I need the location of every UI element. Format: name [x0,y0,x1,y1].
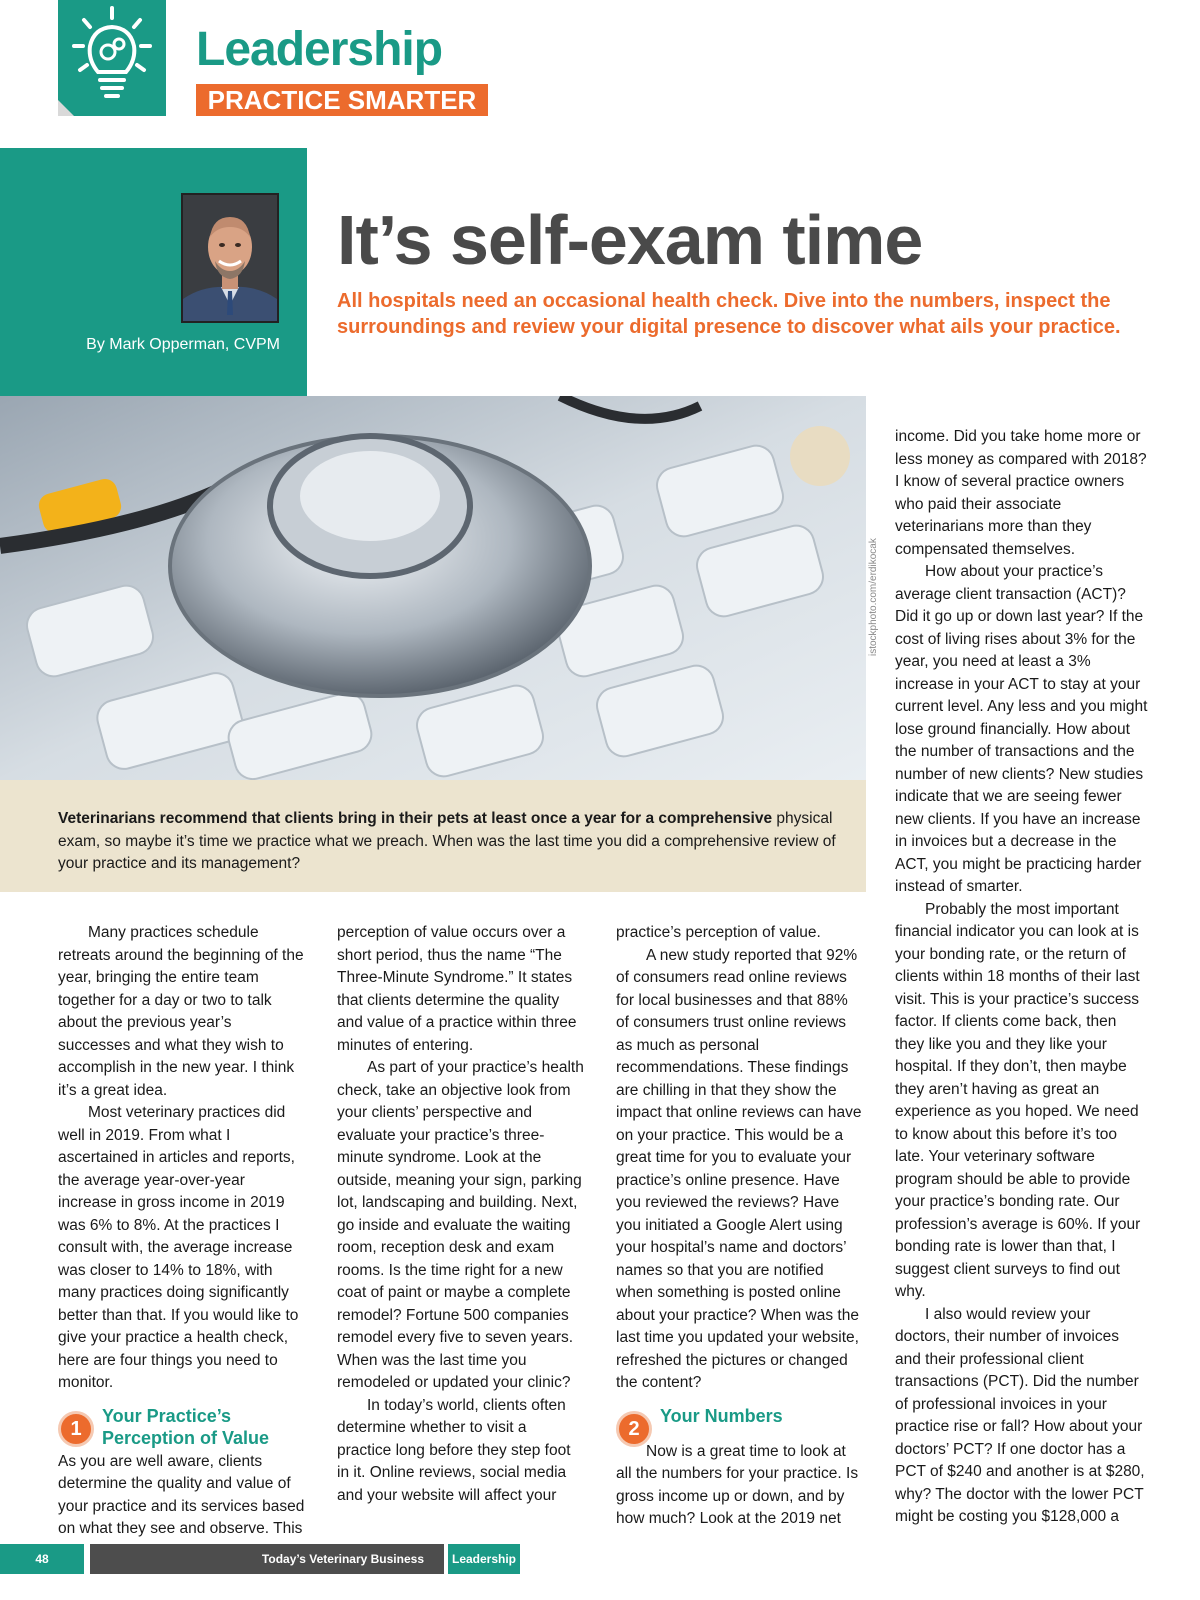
paragraph: In today’s world, clients often determine whether to visit a practice long before they step foot in it. Online reviews, social media and your website will affect your [337,1396,571,1504]
paragraph: I also would review your doctors, their number of invoices and their professional client transactions (PCT). Did the number of professional invoices in your practice rise or fall? How about your doctors’ PCT? If one doctor has a PCT of $240 and another is at $280, why? The doctor with the lower PCT might be costing you $128,000 a [895,1305,1145,1525]
author-photo [181,193,279,323]
step-number-badge: 1 [58,1411,94,1447]
paragraph: As part of your practice’s health check, take an objective look from your clients’ perspective and evaluate your practice’s three-minute syndrome. Look at the outside, meaning your sign, parking lot, landscaping and building. Next, go inside and evaluate the waiting room, reception desk and exam rooms. Is the time right for a new coat of paint or maybe a complete remodel? Fortune 500 companies remodel every five to seven years. When was the last time you remodeled or updated your clinic? [337,1059,584,1391]
paragraph: How about your practice’s average client transaction (ACT)? Did it go up or down last year? If the cost of living rises about 3% for the year, you need at least a 3% increase in your ACT to stay at your current level. Any less and you might lose ground financially. How about the number of transactions and the number of new clients? New studies indicate that we are seeing fewer new clients. If you have an increase in invoices but a decrease in the ACT, you might be practicing harder instead of smarter. [895,563,1148,895]
article-headline: It’s self-exam time [337,201,923,279]
intro-callout-text [58,808,838,876]
paragraph: As you are well aware, clients determine the quality and value of your practice and its services based on what they see and observe. This [58,1452,305,1537]
photo-credit: istockphoto.com/erdikocak [868,538,879,656]
body-column-1 [58,922,306,1541]
body-column-4 [895,426,1149,1529]
body-column-2 [337,922,585,1507]
paragraph: Probably the most important financial indicator you can look at is your bonding rate, or the return of clients within 18 months of their last visit. This is your practice’s success factor. If clients come back, then they like you and they like your hospital. If they don’t, then maybe they aren’t having as great an experience as you hoped. We need to know about this before it’s too late. Your veterinary software program should be able to provide your practice’s bonding rate. Our profession’s average is 60%. If your bonding rate is lower than that, I suggest client surveys to find out why. [895,900,1141,1300]
body-column-3 [616,922,864,1531]
paragraph: Most veterinary practices did well in 2019. From what I ascertained in articles and reports, the average year-over-year increase in gross income in 2019 was 6% to 8%. At the practices I consult with, the average increase was closer to 14% to 18%, with many practices doing significantly better than that. If you would like to give your practice a health check, here are four things you need to monitor. [58,1104,299,1391]
step-number-badge: 2 [616,1411,652,1447]
paragraph: practice’s perception of value. [616,924,821,941]
page-fold [58,100,74,116]
subhead-2 [616,1405,864,1441]
paragraph: income. Did you take home more or less money as compared with 2018? I know of several practice owners who paid their associate veterinarians more than they compensated themselves. [895,428,1147,558]
byline: By Mark Opperman, CVPM [86,336,280,353]
paragraph: Now is a great time to look at all the numbers for your practice. Is gross income up or down, and by how much? Look at the 2019 net [616,1442,859,1527]
footer-section-label: Leadership [448,1544,520,1574]
subhead-title: Your Practice’s Perception of Value [102,1405,270,1448]
article-deck: All hospitals need an occasional health check. Dive into the numbers, inspect the surroundings and review your digital presence to discover what ails your practice. [337,290,1121,338]
stethoscope-calculator-photo [0,396,866,780]
paragraph: perception of value occurs over a short period, thus the name “The Three-Minute Syndrome.” It states that clients determine the quality and value of a practice within three minutes of entering. [337,924,577,1054]
subhead-title: Your Numbers [660,1405,783,1426]
magazine-name: Today’s Veterinary Business [90,1544,444,1574]
section-title: Leadership [196,23,443,76]
paragraph: Many practices schedule retreats around the beginning of the year, bringing the entire team together for a day or two to talk about the previous year’s successes and what they wish to accomplish in the new year. I think it’s a great idea. [58,924,304,1099]
callout-bold: Veterinarians recommend that clients bring in their pets at least once a year for a comprehensive [58,810,773,827]
section-logo [58,0,166,116]
page-number: 48 [0,1544,84,1574]
callout-rest: physical exam, so maybe it’s time we practice what we preach. When was the last time you did a comprehensive review of your practice and its management? [58,810,836,872]
section-subtitle: PRACTICE SMARTER [196,84,488,116]
subhead-1 [58,1405,306,1451]
lightbulb-gear-icon [58,0,166,116]
paragraph: A new study reported that 92% of consumers read online reviews for local businesses and that 88% of consumers trust online reviews as much as personal recommendations. These findings are chilling in that they show the impact that online reviews can have on your practice. This would be a great time for you to evaluate your practice’s online presence. Have you reviewed the reviews? Have you initiated a Google Alert using your hospital’s name and doctors’ names so that you are notified when something is posted online about your practice? When was the last time you updated your website, refreshed the pictures or changed the content? [616,946,862,1391]
